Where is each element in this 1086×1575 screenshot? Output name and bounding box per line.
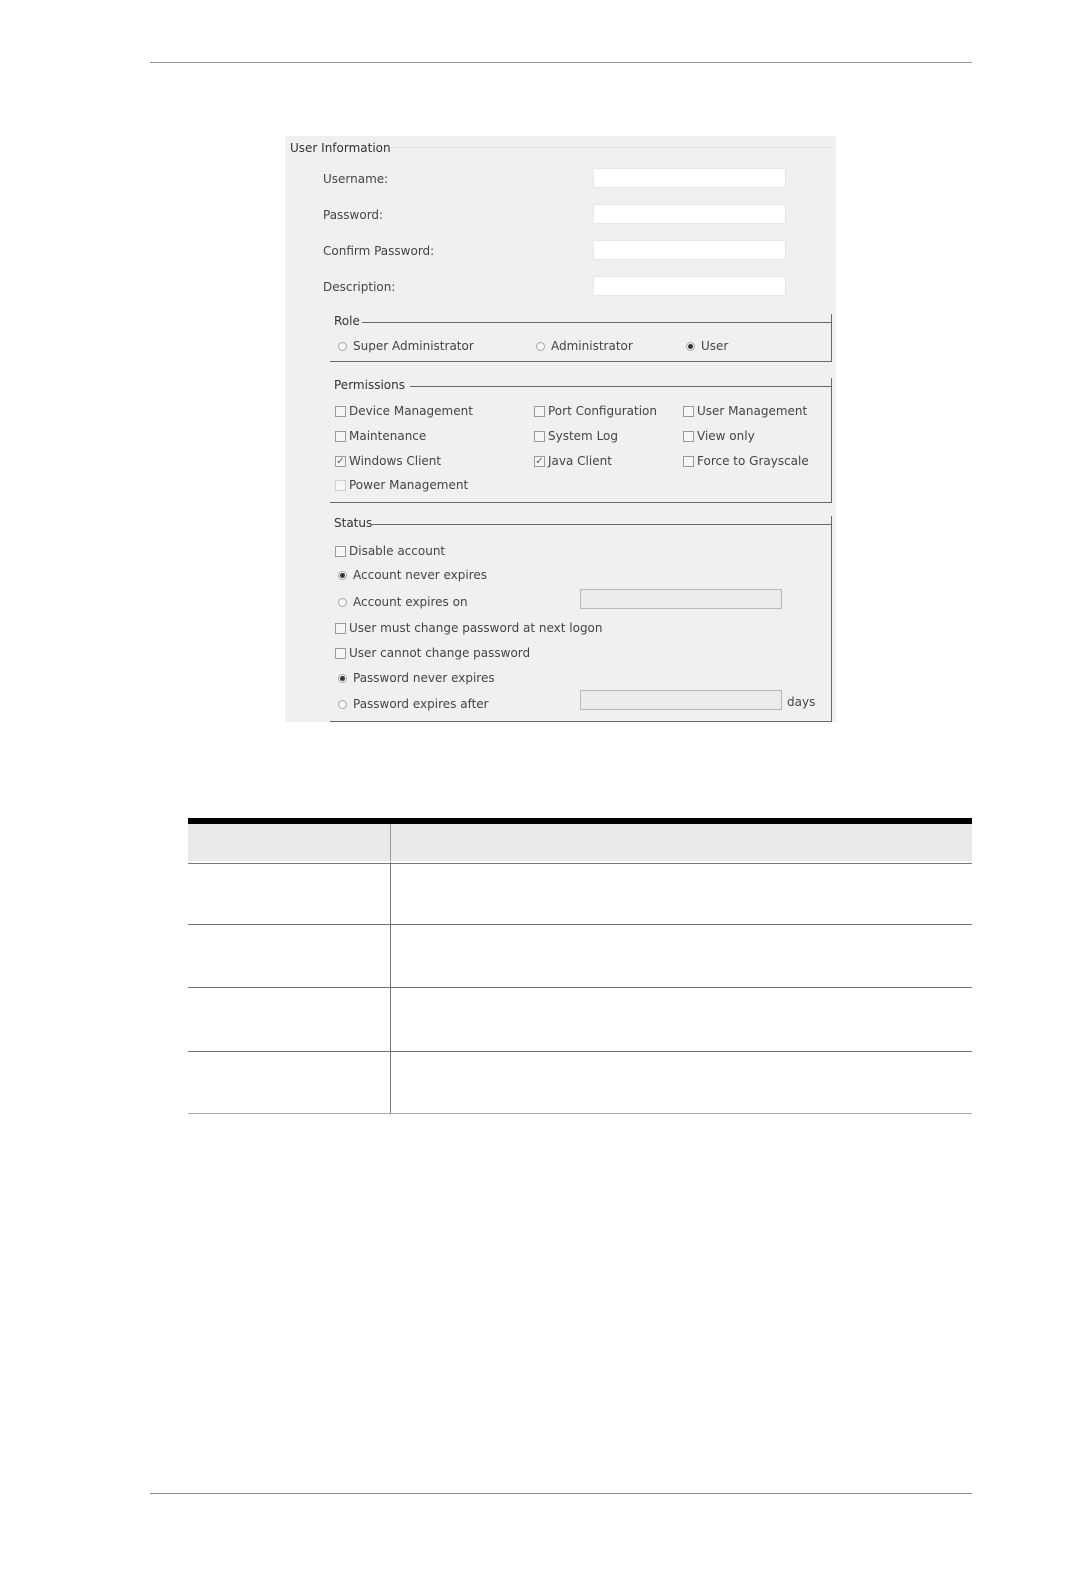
perm-port-configuration-label: Port Configuration xyxy=(548,404,657,418)
checkbox-icon xyxy=(683,406,694,417)
password-expires-after-label: Password expires after xyxy=(353,697,489,711)
username-input[interactable] xyxy=(593,168,786,188)
description-label: Description: xyxy=(323,280,396,294)
table-header-separator xyxy=(390,824,391,861)
radio-icon xyxy=(338,598,347,607)
checkbox-icon xyxy=(335,623,346,634)
account-never-expires-label: Account never expires xyxy=(353,568,488,582)
role-divider xyxy=(362,322,831,323)
perm-device-management[interactable] xyxy=(335,404,473,418)
perm-system-log[interactable] xyxy=(534,429,618,443)
cannot-change-password-label: User cannot change password xyxy=(349,646,531,660)
radio-selected-icon xyxy=(338,571,347,580)
account-expires-on-radio[interactable] xyxy=(338,595,468,609)
role-user[interactable] xyxy=(686,339,728,353)
perm-system-log-label: System Log xyxy=(548,429,618,443)
checkbox-icon xyxy=(534,406,545,417)
perm-view-only-label: View only xyxy=(697,429,755,443)
password-label: Password: xyxy=(323,208,384,222)
table-row-divider xyxy=(188,1051,972,1052)
role-super-administrator-label: Super Administrator xyxy=(353,339,474,353)
checkbox-icon xyxy=(683,431,694,442)
page-header-rule xyxy=(150,62,972,63)
disable-account-checkbox[interactable] xyxy=(335,544,445,558)
perm-force-to-grayscale-label: Force to Grayscale xyxy=(697,454,809,468)
password-input[interactable] xyxy=(593,204,786,224)
role-super-administrator[interactable] xyxy=(338,339,474,353)
perm-power-management-label: Power Management xyxy=(349,478,469,492)
role-administrator-label: Administrator xyxy=(551,339,633,353)
table-row-divider xyxy=(188,924,972,925)
table-header-rule xyxy=(188,863,972,864)
table-bottom-rule xyxy=(188,1113,972,1114)
radio-selected-icon xyxy=(686,342,695,351)
checkbox-icon xyxy=(335,546,346,557)
user-information-title: User Information xyxy=(290,141,391,155)
perm-java-client-label: Java Client xyxy=(548,454,612,468)
confirm-password-input[interactable] xyxy=(593,240,786,260)
perm-port-configuration[interactable] xyxy=(534,404,657,418)
checkbox-icon xyxy=(335,406,346,417)
perm-java-client[interactable] xyxy=(534,454,612,468)
radio-icon xyxy=(536,342,545,351)
perm-device-management-label: Device Management xyxy=(349,404,473,418)
description-input[interactable] xyxy=(593,276,786,296)
password-expires-after-radio[interactable] xyxy=(338,697,489,711)
status-title: Status xyxy=(334,516,373,530)
perm-maintenance-label: Maintenance xyxy=(349,429,427,443)
status-divider xyxy=(372,524,831,525)
status-group xyxy=(330,516,832,722)
checkbox-icon xyxy=(335,648,346,659)
checkbox-icon xyxy=(534,431,545,442)
role-administrator[interactable] xyxy=(536,339,633,353)
perm-user-management[interactable] xyxy=(683,404,807,418)
table-header xyxy=(188,818,972,861)
perm-view-only[interactable] xyxy=(683,429,755,443)
permissions-group xyxy=(330,378,832,503)
permissions-divider xyxy=(410,386,831,387)
must-change-password-label: User must change password at next logon xyxy=(349,621,603,635)
role-title: Role xyxy=(334,314,360,328)
radio-icon xyxy=(338,342,347,351)
password-expiry-days-input[interactable] xyxy=(580,690,782,710)
password-never-expires-radio[interactable] xyxy=(338,671,495,685)
checkbox-checked-icon: ✓ xyxy=(336,455,345,467)
checkbox-icon xyxy=(335,431,346,442)
perm-force-to-grayscale[interactable] xyxy=(683,454,809,468)
perm-power-management[interactable] xyxy=(335,478,468,492)
perm-maintenance[interactable] xyxy=(335,429,426,443)
checkbox-checked-icon: ✓ xyxy=(535,455,544,467)
account-expires-on-label: Account expires on xyxy=(353,595,468,609)
perm-windows-client[interactable] xyxy=(335,454,441,468)
title-divider xyxy=(391,147,832,148)
confirm-password-label: Confirm Password: xyxy=(323,244,435,258)
permissions-title: Permissions xyxy=(334,378,405,392)
days-label: days xyxy=(787,695,816,709)
must-change-password-checkbox[interactable] xyxy=(335,621,603,635)
radio-selected-icon xyxy=(338,674,347,683)
account-expiry-date-input[interactable] xyxy=(580,589,782,609)
checkbox-icon xyxy=(683,456,694,467)
cannot-change-password-checkbox[interactable] xyxy=(335,646,530,660)
role-group xyxy=(330,314,832,362)
role-user-label: User xyxy=(701,339,729,353)
radio-icon xyxy=(338,700,347,709)
perm-user-management-label: User Management xyxy=(697,404,808,418)
disable-account-label: Disable account xyxy=(349,544,446,558)
checkbox-icon xyxy=(335,480,346,491)
account-never-expires-radio[interactable] xyxy=(338,568,487,582)
table-row-divider xyxy=(188,987,972,988)
user-information-panel xyxy=(285,136,836,722)
perm-windows-client-label: Windows Client xyxy=(349,454,442,468)
page-footer-rule xyxy=(150,1493,972,1494)
username-label: Username: xyxy=(323,172,389,186)
password-never-expires-label: Password never expires xyxy=(353,671,495,685)
